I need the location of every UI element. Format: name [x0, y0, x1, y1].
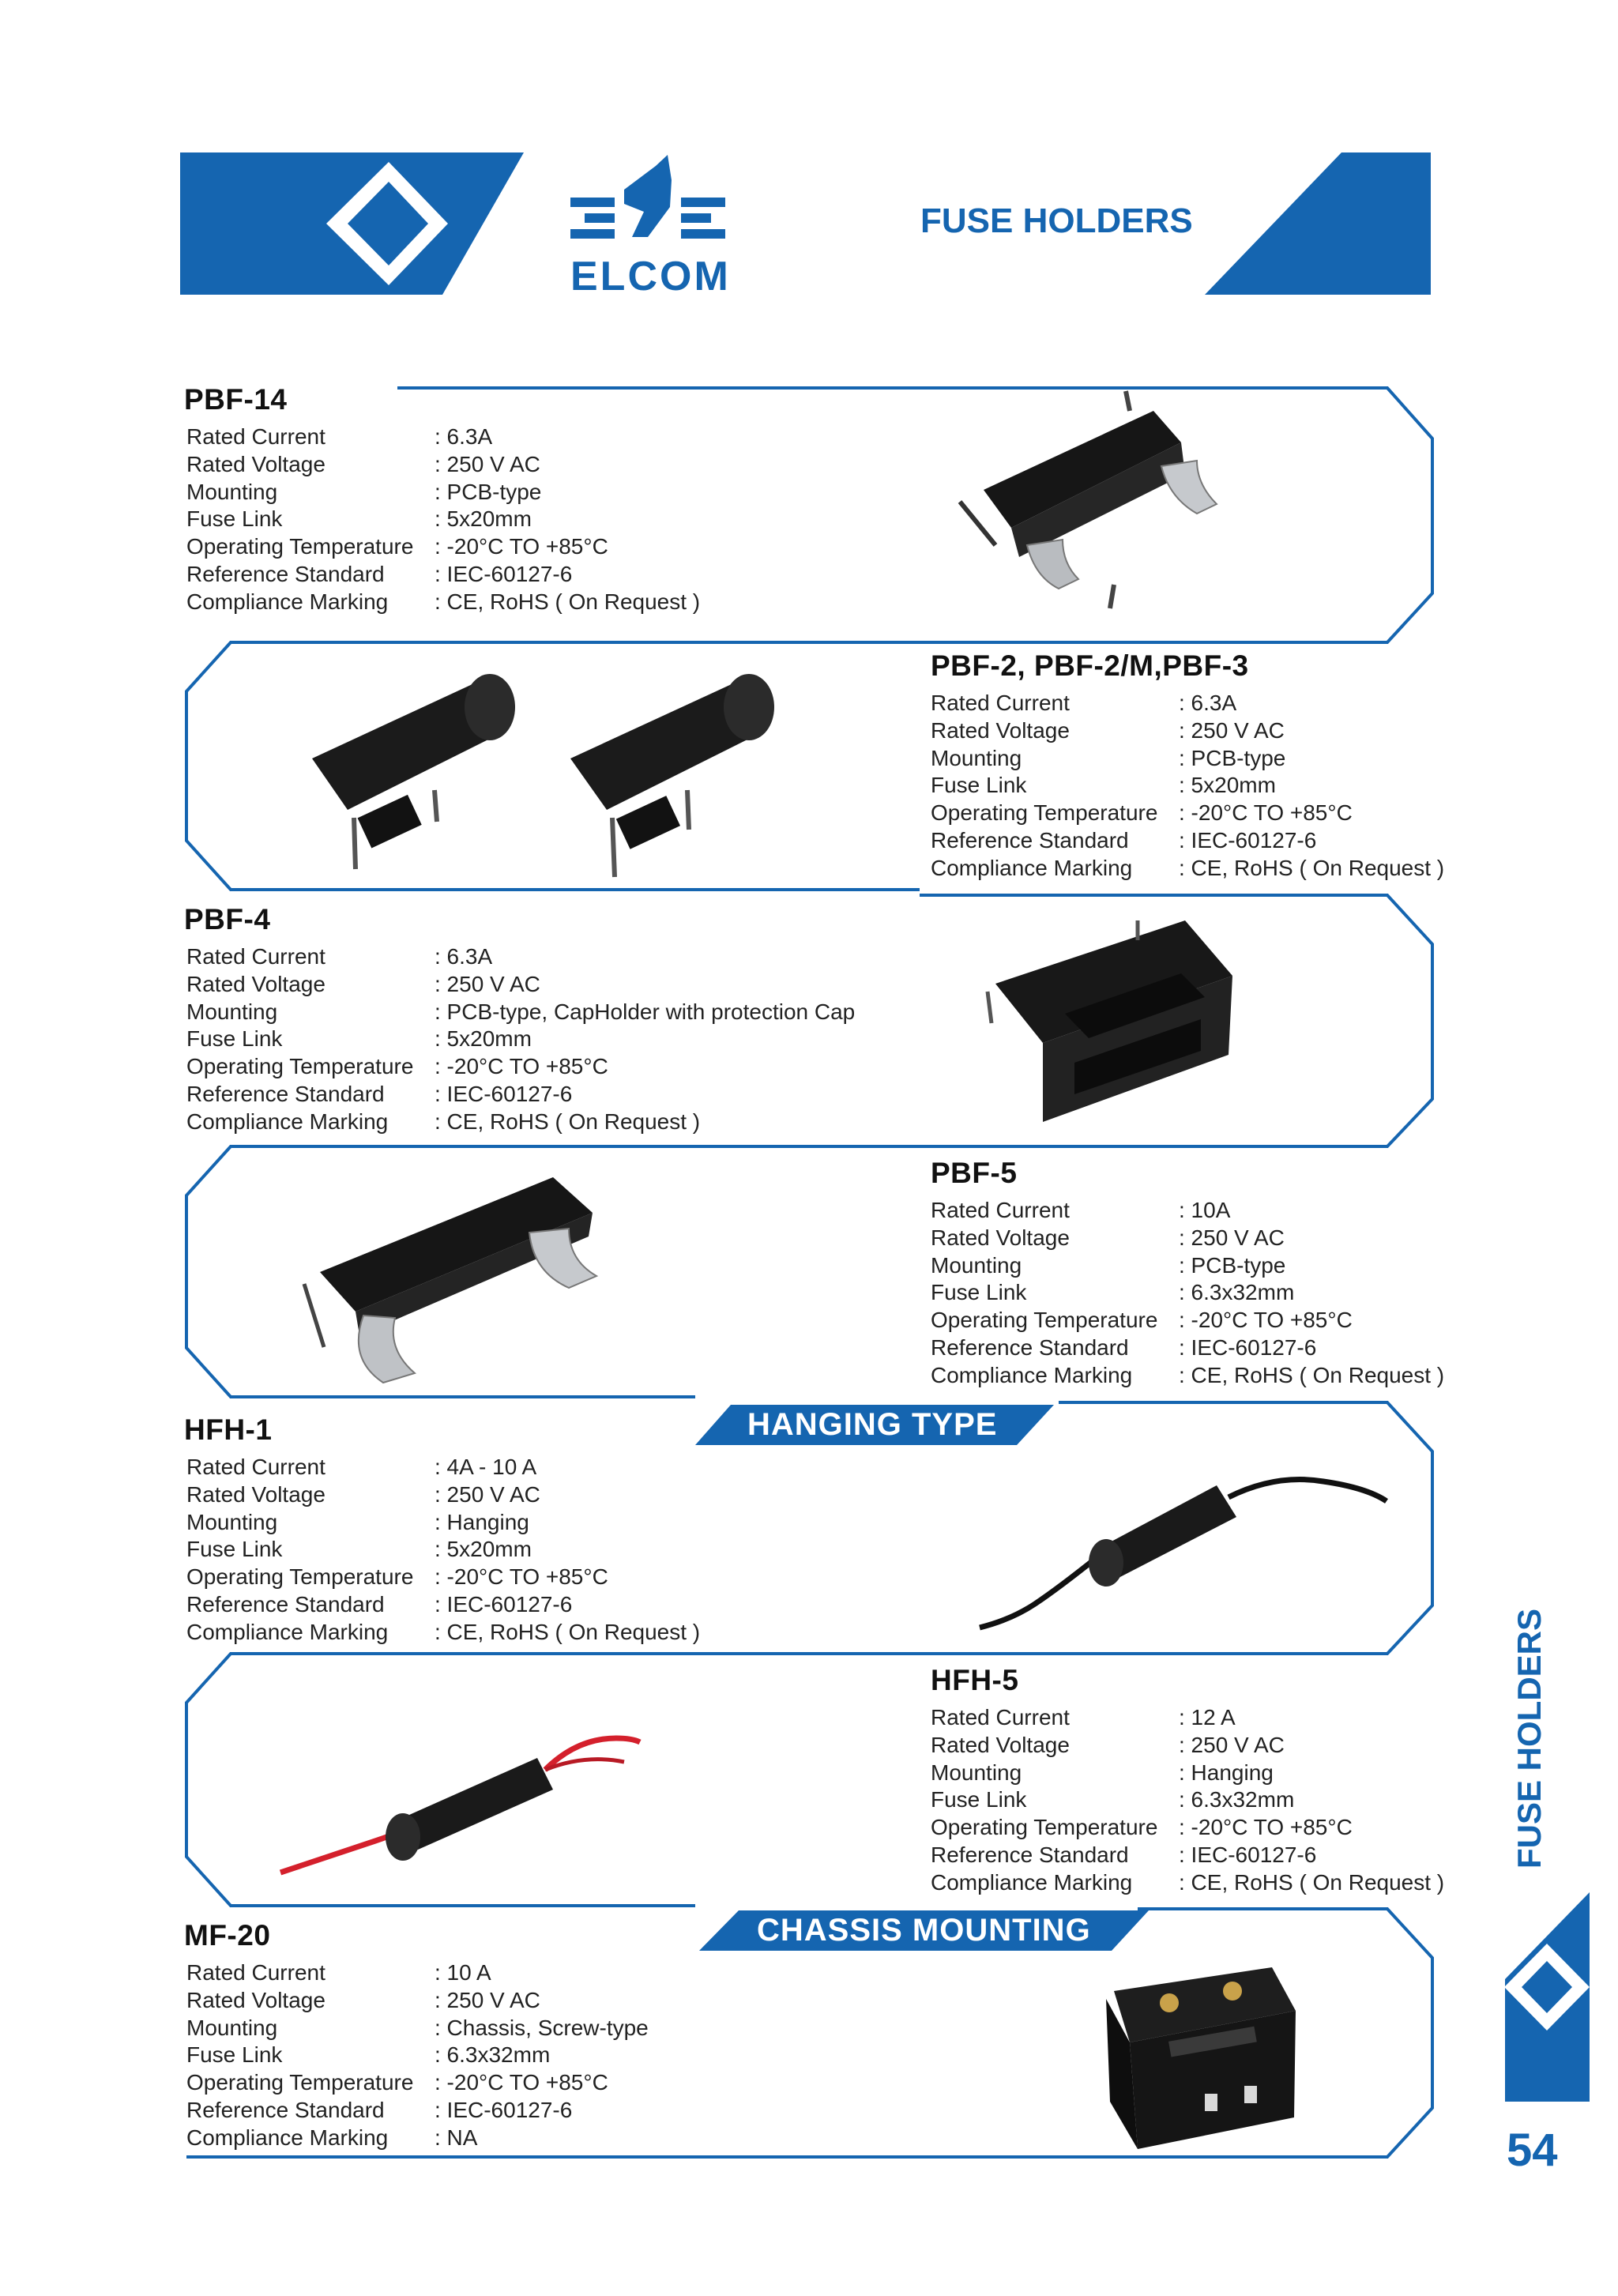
spec-label: Operating Temperature: [186, 2070, 414, 2095]
spec-value: : CE, RoHS ( On Request ): [1179, 1362, 1445, 1387]
spec-row: [931, 1732, 1444, 1760]
pbf-4-product-image: [988, 920, 1232, 1122]
spec-value: : CE, RoHS ( On Request ): [435, 1619, 701, 1644]
spec-row: [186, 1509, 700, 1537]
spec-label: Mounting: [931, 1252, 1022, 1278]
spec-label: Rated Voltage: [931, 1225, 1070, 1250]
spec-value: : 10A: [1179, 1198, 1231, 1222]
spec-label: Mounting: [186, 999, 278, 1024]
elcom-eagle-logo-icon: [570, 155, 725, 239]
page-number: 54: [1507, 2125, 1558, 2176]
spec-row: [186, 451, 700, 479]
spec-label: Reference Standard: [186, 561, 385, 586]
spec-value: : 5x20mm: [435, 1537, 532, 1562]
spec-value: : 5x20mm: [435, 506, 532, 532]
spec-value: : PCB-type: [435, 479, 542, 504]
spec-row: [931, 1814, 1444, 1842]
spec-value: : 6.3A: [435, 424, 493, 449]
spec-value: : CE, RoHS ( On Request ): [435, 1108, 701, 1134]
spec-label: Compliance Marking: [186, 1108, 389, 1134]
spec-label: Fuse Link: [931, 1280, 1027, 1305]
spec-table-pbf-4: [186, 943, 855, 1136]
spec-label: Mounting: [186, 479, 278, 504]
spec-row: [186, 479, 700, 506]
banner-chassis-mounting: CHASSIS MOUNTING: [757, 1913, 1091, 1948]
product-title-pbf-4: PBF-4: [184, 903, 271, 935]
spec-row: [931, 745, 1444, 773]
spec-label: Rated Voltage: [931, 717, 1070, 743]
spec-table-pbf-14: [186, 423, 700, 616]
spec-value: : IEC-60127-6: [1179, 827, 1317, 853]
spec-row: [931, 772, 1444, 800]
spec-row: [186, 1591, 700, 1619]
spec-row: [186, 1081, 855, 1108]
spec-table-hfh-1: [186, 1454, 700, 1647]
spec-row: [931, 827, 1444, 855]
spec-value: : PCB-type, CapHolder with protection Cap: [435, 999, 856, 1024]
spec-value: : 10 A: [435, 1960, 491, 1985]
spec-value: : 6.3x32mm: [1179, 1280, 1295, 1305]
spec-value: : -20°C TO +85°C: [435, 1054, 608, 1079]
spec-value: : 5x20mm: [435, 1026, 532, 1052]
spec-value: : 6.3A: [435, 944, 493, 969]
spec-table-pbf-5: [931, 1197, 1444, 1390]
spec-label: Operating Temperature: [186, 534, 414, 559]
spec-row: [931, 855, 1444, 883]
spec-label: Operating Temperature: [186, 1564, 414, 1590]
spec-label: Rated Voltage: [186, 1481, 325, 1507]
spec-row: [931, 1252, 1444, 1280]
spec-label: Rated Current: [186, 1455, 325, 1479]
spec-value: : -20°C TO +85°C: [1179, 1815, 1353, 1840]
spec-value: : -20°C TO +85°C: [1179, 800, 1353, 826]
spec-label: Reference Standard: [186, 1081, 385, 1106]
frame-pbf-2: [186, 642, 920, 890]
spec-row: [931, 1197, 1444, 1225]
spec-label: Fuse Link: [186, 1026, 283, 1052]
spec-value: : CE, RoHS ( On Request ): [1179, 855, 1445, 880]
spec-value: : 250 V AC: [435, 451, 540, 476]
spec-row: [186, 1987, 649, 2015]
spec-label: Rated Current: [186, 1960, 325, 1985]
spec-row: [931, 690, 1444, 717]
spec-table-pbf-2: [931, 690, 1444, 883]
spec-row: [186, 533, 700, 561]
spec-label: Reference Standard: [931, 827, 1129, 853]
spec-row: [931, 1362, 1444, 1390]
spec-row: [186, 506, 700, 533]
spec-row: [931, 800, 1444, 827]
spec-value: : 4A - 10 A: [435, 1455, 537, 1479]
page-title: FUSE HOLDERS: [920, 201, 1193, 240]
spec-label: Compliance Marking: [931, 855, 1133, 880]
spec-label: Mounting: [186, 1509, 278, 1534]
product-title-pbf-2: PBF-2, PBF-2/M,PBF-3: [931, 649, 1249, 682]
spec-value: : Chassis, Screw-type: [435, 2015, 649, 2040]
spec-row: [931, 1334, 1444, 1362]
spec-label: Rated Current: [186, 424, 325, 449]
brand-logo-text: ELCOM: [570, 254, 731, 299]
product-title-hfh-1: HFH-1: [184, 1413, 273, 1446]
spec-row: [186, 561, 700, 589]
hfh-5-product-image: [280, 1738, 640, 1873]
spec-row: [186, 589, 700, 616]
spec-label: Operating Temperature: [931, 800, 1158, 826]
spec-value: : PCB-type: [1179, 1252, 1286, 1278]
spec-value: : PCB-type: [1179, 745, 1286, 770]
spec-row: [186, 2042, 649, 2069]
spec-row: [186, 1564, 700, 1591]
spec-value: : 250 V AC: [1179, 1225, 1285, 1250]
spec-value: : 250 V AC: [1179, 717, 1285, 743]
spec-value: : 250 V AC: [1179, 1732, 1285, 1757]
spec-label: Reference Standard: [186, 2097, 385, 2122]
product-title-pbf-5: PBF-5: [931, 1157, 1018, 1189]
spec-value: : -20°C TO +85°C: [1179, 1308, 1353, 1333]
spec-label: Compliance Marking: [186, 1619, 389, 1644]
spec-label: Fuse Link: [186, 506, 283, 532]
spec-value: : IEC-60127-6: [435, 2097, 573, 2122]
spec-value: : Hanging: [1179, 1760, 1274, 1785]
spec-label: Rated Voltage: [186, 971, 325, 996]
spec-row: [186, 999, 855, 1026]
spec-row: [931, 1869, 1444, 1897]
spec-row: [186, 423, 700, 451]
spec-row: [186, 1536, 700, 1564]
spec-value: : IEC-60127-6: [1179, 1334, 1317, 1360]
spec-value: : CE, RoHS ( On Request ): [1179, 1869, 1445, 1895]
spec-row: [186, 1053, 855, 1081]
mf-20-product-image: [1106, 1967, 1296, 2149]
pbf-5-product-image: [304, 1177, 596, 1383]
spec-row: [931, 717, 1444, 745]
spec-label: Operating Temperature: [931, 1815, 1158, 1840]
spec-value: : IEC-60127-6: [435, 1081, 573, 1106]
spec-table-hfh-5: [931, 1704, 1444, 1897]
spec-label: Fuse Link: [186, 2042, 283, 2068]
product-title-pbf-14: PBF-14: [184, 383, 288, 416]
spec-value: : CE, RoHS ( On Request ): [435, 589, 701, 614]
pbf-14-product-image: [960, 391, 1217, 608]
hfh-1-product-image: [980, 1480, 1387, 1628]
spec-label: Mounting: [931, 1760, 1022, 1785]
spec-row: [931, 1704, 1444, 1732]
spec-value: : 5x20mm: [1179, 773, 1276, 798]
spec-row: [931, 1225, 1444, 1252]
spec-value: : IEC-60127-6: [435, 561, 573, 586]
spec-value: : IEC-60127-6: [435, 1591, 573, 1617]
spec-row: [931, 1786, 1444, 1814]
spec-label: Fuse Link: [186, 1537, 283, 1562]
spec-row: [186, 2097, 649, 2125]
spec-value: : 250 V AC: [435, 1481, 540, 1507]
spec-label: Reference Standard: [186, 1591, 385, 1617]
header-right-band: [1205, 152, 1431, 295]
spec-label: Fuse Link: [931, 773, 1027, 798]
spec-label: Rated Current: [931, 1705, 1070, 1730]
spec-row: [186, 1026, 855, 1053]
spec-label: Operating Temperature: [931, 1308, 1158, 1333]
spec-value: : 250 V AC: [435, 1987, 540, 2012]
spec-label: Fuse Link: [931, 1787, 1027, 1812]
spec-row: [931, 1279, 1444, 1307]
spec-label: Rated Current: [186, 944, 325, 969]
spec-label: Reference Standard: [931, 1842, 1129, 1867]
spec-table-mf-20: [186, 1959, 649, 2152]
spec-value: : 12 A: [1179, 1705, 1236, 1730]
spec-row: [186, 1481, 700, 1509]
spec-row: [931, 1842, 1444, 1869]
spec-label: Rated Voltage: [931, 1732, 1070, 1757]
product-title-mf-20: MF-20: [184, 1919, 271, 1952]
spec-label: Mounting: [931, 745, 1022, 770]
spec-label: Compliance Marking: [186, 589, 389, 614]
spec-row: [931, 1760, 1444, 1787]
spec-row: [186, 1619, 700, 1647]
spec-row: [186, 1454, 700, 1481]
spec-row: [186, 943, 855, 971]
spec-label: Rated Current: [931, 691, 1070, 715]
spec-label: Rated Voltage: [186, 1987, 325, 2012]
spec-label: Compliance Marking: [931, 1362, 1133, 1387]
spec-label: Rated Voltage: [186, 451, 325, 476]
spec-value: : NA: [435, 2125, 478, 2150]
spec-row: [186, 1959, 649, 1987]
spec-label: Mounting: [186, 2015, 278, 2040]
spec-label: Reference Standard: [931, 1334, 1129, 1360]
spec-value: : -20°C TO +85°C: [435, 1564, 608, 1590]
pbf-2-product-image: [312, 674, 774, 877]
spec-value: : IEC-60127-6: [1179, 1842, 1317, 1867]
spec-value: : 6.3x32mm: [1179, 1787, 1295, 1812]
spec-row: [186, 971, 855, 999]
spec-label: Operating Temperature: [186, 1054, 414, 1079]
product-title-hfh-5: HFH-5: [931, 1664, 1019, 1696]
spec-row: [931, 1307, 1444, 1334]
spec-row: [186, 2069, 649, 2097]
banner-hanging-type: HANGING TYPE: [747, 1407, 998, 1442]
spec-row: [186, 2015, 649, 2042]
spec-value: : 6.3A: [1179, 691, 1237, 715]
spec-label: Compliance Marking: [931, 1869, 1133, 1895]
spec-value: : 250 V AC: [435, 971, 540, 996]
side-section-label: FUSE HOLDERS: [1511, 1608, 1548, 1869]
spec-value: : -20°C TO +85°C: [435, 534, 608, 559]
spec-label: Compliance Marking: [186, 2125, 389, 2150]
spec-row: [186, 2125, 649, 2152]
spec-label: Rated Current: [931, 1198, 1070, 1222]
spec-value: : Hanging: [435, 1509, 529, 1534]
spec-row: [186, 1108, 855, 1136]
spec-value: : -20°C TO +85°C: [435, 2070, 608, 2095]
spec-value: : 6.3x32mm: [435, 2042, 551, 2068]
